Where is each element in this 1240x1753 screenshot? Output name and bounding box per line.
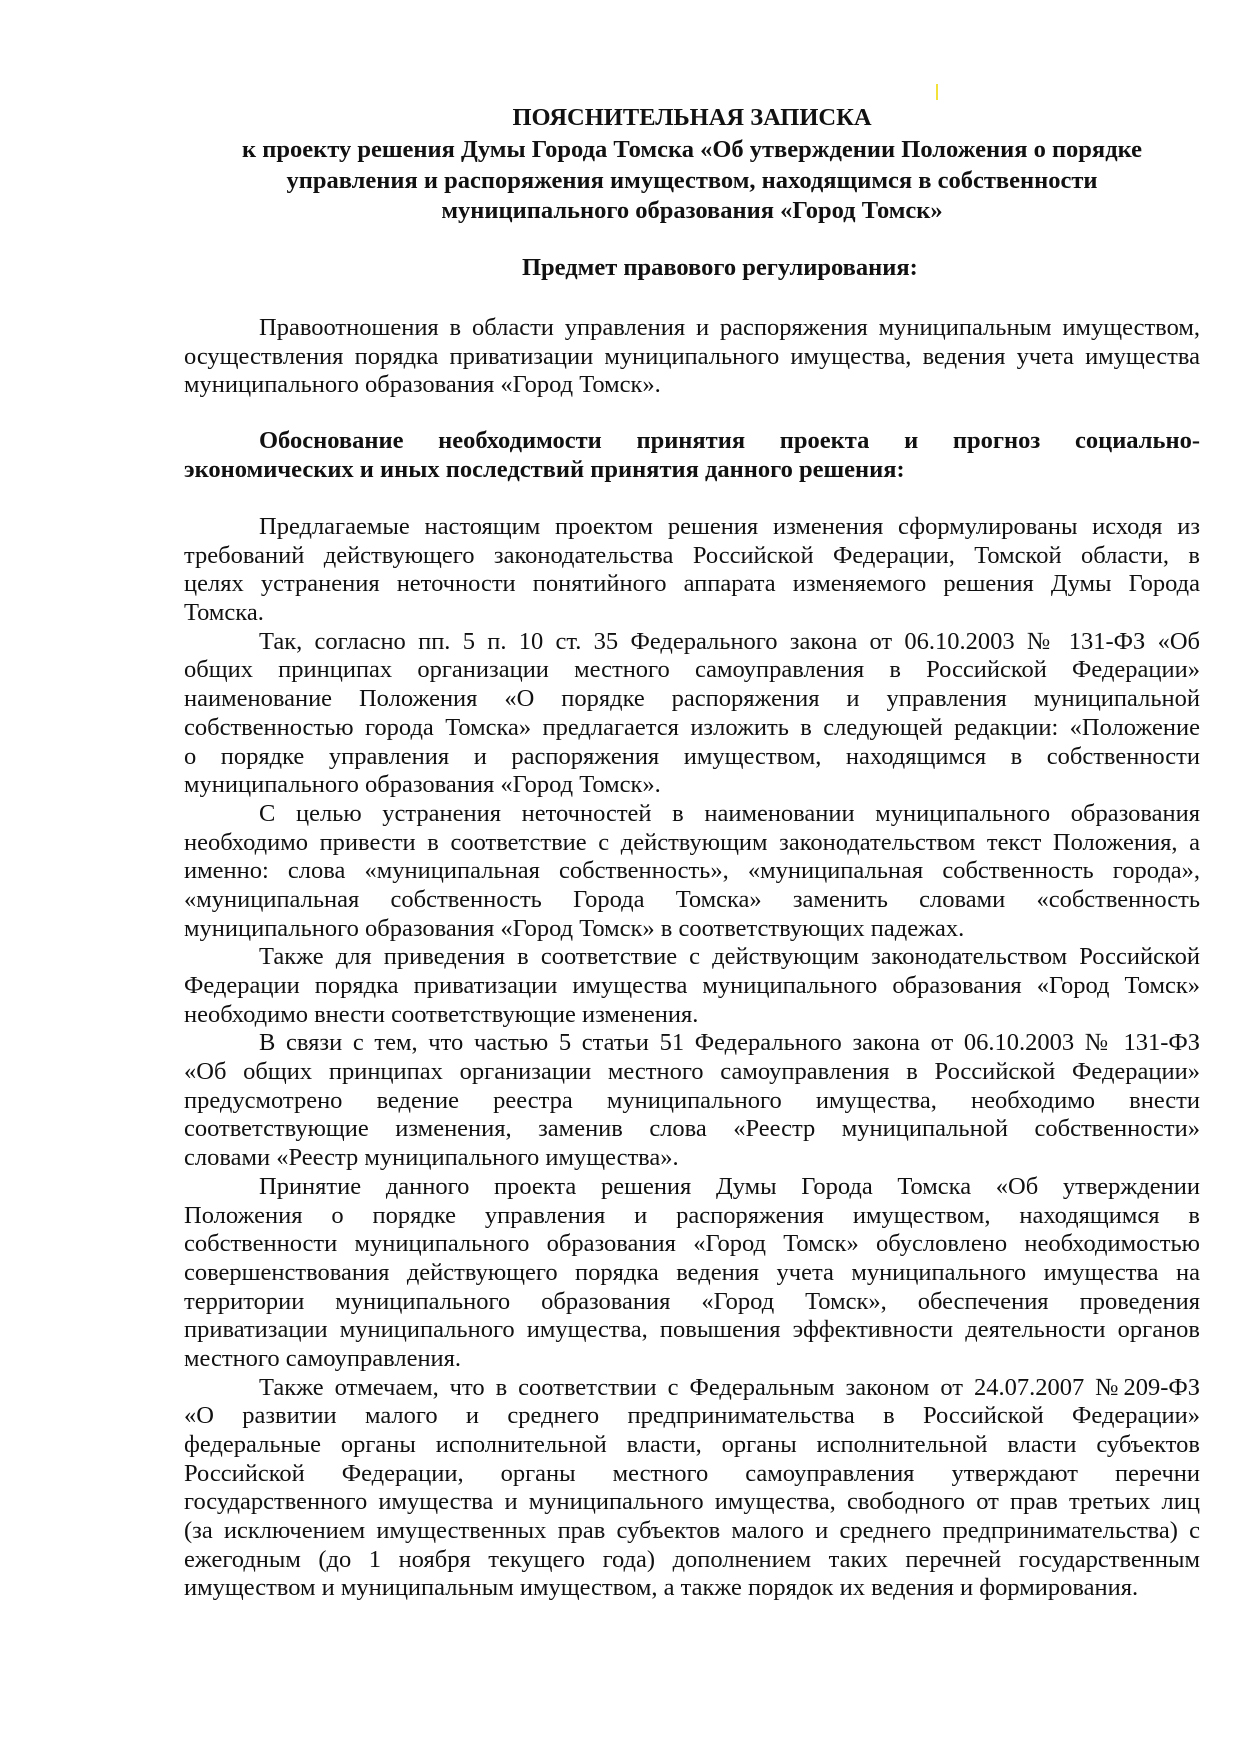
paragraph-line: муниципального образования «Город Томск» в соответствующих падежах. bbox=[184, 914, 965, 942]
paragraph-line: территории муниципального образования «Город Томск», обеспечения проведения bbox=[184, 1287, 1200, 1315]
paragraph-line: требований действующего законодательства Российской Федерации, Томской области, в bbox=[184, 541, 1200, 569]
paragraph-line: федеральные органы исполнительной власти, органы исполнительной власти субъектов bbox=[184, 1431, 1200, 1458]
paragraph-line: Также для приведения в соответствие с действующим законодательством Российской bbox=[259, 943, 1200, 971]
paragraph bbox=[184, 628, 1200, 800]
paragraph-line: ежегодным (до 1 ноября текущего года) дополнением таких перечней государственным bbox=[184, 1545, 1200, 1573]
subtitle-line: к проекту решения Думы Города Томска «Об утверждении Положения о порядке bbox=[242, 136, 1142, 163]
paragraph-line: предусмотрено ведение реестра муниципального имущества, необходимо внести bbox=[184, 1086, 1200, 1114]
paragraph-line: о порядке управления и распоряжения имуществом, находящимся в собственности bbox=[184, 742, 1200, 770]
section2-heading-line: экономических и иных последствий принятия данного решения: bbox=[184, 455, 905, 483]
paragraph-line: осуществления порядка приватизации муниципального имущества, ведения учета имущества bbox=[184, 342, 1200, 370]
document-subtitle bbox=[184, 135, 1200, 227]
paragraph-line: целях устранения неточности понятийного аппарата изменяемого решения Думы Города bbox=[184, 570, 1200, 598]
paragraph-line: муниципального образования «Город Томск». bbox=[184, 371, 661, 399]
section2-body bbox=[184, 513, 1200, 1603]
paragraph-line: Федерации порядка приватизации имущества муниципального образования «Город Томск» bbox=[184, 972, 1200, 999]
section1-heading-text: Предмет правового регулирования: bbox=[522, 254, 918, 281]
paragraph-line: Предлагаемые настоящим проектом решения изменения сформулированы исходя из bbox=[259, 513, 1200, 540]
section1-heading bbox=[184, 254, 1200, 283]
paragraph-line: Принятие данного проекта решения Думы Города Томска «Об утверждении bbox=[259, 1172, 1200, 1200]
title-text: ПОЯСНИТЕЛЬНАЯ ЗАПИСКА bbox=[512, 104, 872, 131]
paragraph bbox=[184, 314, 1200, 400]
paragraph-line: словами «Реестр муниципального имущества». bbox=[184, 1144, 679, 1172]
paragraph-line: собственностью города Томска» предлагается изложить в следующей редакции: «Положение bbox=[184, 713, 1200, 741]
paragraph-line: совершенствования действующего порядка ведения учета муниципального имущества на bbox=[184, 1258, 1200, 1286]
paragraph-line: необходимо привести в соответствие с действующим законодательством текст Положения, а bbox=[184, 828, 1200, 856]
paragraph-line: государственного имущества и муниципального имущества, свободного от прав третьих лиц bbox=[184, 1488, 1200, 1516]
paragraph bbox=[184, 1374, 1200, 1604]
scan-artifact bbox=[936, 84, 938, 100]
section1-paragraph bbox=[184, 314, 1200, 400]
paragraph bbox=[184, 800, 1200, 943]
paragraph-line: имуществом и муниципальным имуществом, а также порядок их ведения и формирования. bbox=[184, 1574, 1139, 1602]
paragraph-line: «муниципальная собственность Города Томска» заменить словами «собственность bbox=[184, 885, 1200, 913]
section2-heading-line: Обоснование необходимости принятия проекта и прогноз социально- bbox=[259, 427, 1200, 454]
paragraph-line: Положения о порядке управления и распоряжения имуществом, находящимся в bbox=[184, 1201, 1200, 1229]
paragraph-line: необходимо внести соответствующие изменения. bbox=[184, 1000, 699, 1028]
subtitle-line: муниципального образования «Город Томск» bbox=[441, 197, 943, 224]
paragraph-line: собственности муниципального образования «Город Томск» обусловлено необходимостью bbox=[184, 1230, 1200, 1258]
paragraph-line: Томска. bbox=[184, 599, 264, 627]
paragraph-line: муниципального образования «Город Томск». bbox=[184, 771, 661, 799]
subtitle-line: управления и распоряжения имуществом, находящимся в собственности bbox=[286, 166, 1098, 194]
paragraph-line: соответствующие изменения, заменив слова «Реестр муниципальной собственности» bbox=[184, 1115, 1200, 1143]
paragraph bbox=[184, 513, 1200, 628]
paragraph-line: местного самоуправления. bbox=[184, 1344, 462, 1372]
paragraph-line: Также отмечаем, что в соответствии с Федеральным законом от 24.07.2007 №209-ФЗ bbox=[259, 1373, 1200, 1401]
paragraph-line: С целью устранения неточностей в наименовании муниципального образования bbox=[259, 799, 1200, 827]
section2-heading bbox=[184, 427, 1200, 484]
paragraph-line: Так, согласно пп. 5 п. 10 ст. 35 Федерального закона от 06.10.2003 № 131-ФЗ «Об bbox=[259, 627, 1200, 655]
paragraph-line: Российской Федерации, органы местного самоуправления утверждают перечни bbox=[184, 1459, 1200, 1487]
paragraph-line: Правоотношения в области управления и распоряжения муниципальным имуществом, bbox=[259, 314, 1200, 341]
paragraph bbox=[184, 943, 1200, 1029]
paragraph-line: приватизации муниципального имущества, повышения эффективности деятельности органов bbox=[184, 1316, 1200, 1344]
paragraph-line: именно: слова «муниципальная собственность», «муниципальная собственность города», bbox=[184, 857, 1200, 885]
paragraph-line: общих принципах организации местного самоуправления в Российской Федерации» bbox=[184, 656, 1200, 684]
paragraph-line: «Об общих принципах организации местного самоуправления в Российской Федерации» bbox=[184, 1058, 1200, 1086]
paragraph bbox=[184, 1029, 1200, 1172]
paragraph-line: В связи с тем, что частью 5 статьи 51 Федерального закона от 06.10.2003 № 131-ФЗ bbox=[259, 1029, 1200, 1057]
paragraph-line: (за исключением имущественных прав субъектов малого и среднего предпринимательства) с bbox=[184, 1517, 1200, 1545]
paragraph-line: наименование Положения «О порядке распоряжения и управления муниципальной bbox=[184, 685, 1200, 713]
paragraph bbox=[184, 1173, 1200, 1374]
document-title bbox=[184, 103, 1200, 134]
paragraph-line: «О развитии малого и среднего предпринимательства в Российской Федерации» bbox=[184, 1402, 1200, 1430]
